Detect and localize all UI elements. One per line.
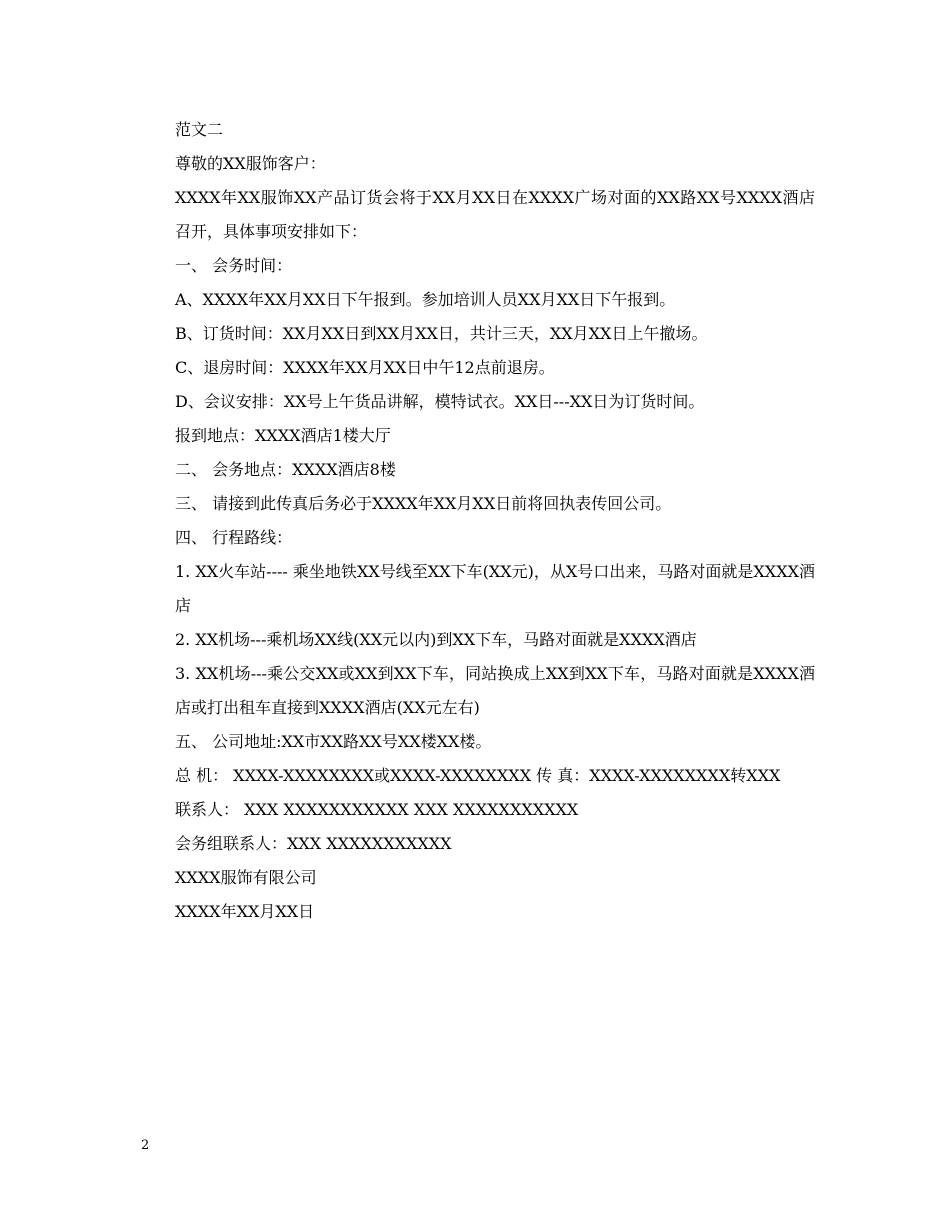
contact-person: 联系人： XXX XXXXXXXXXXX XXX XXXXXXXXXXX: [175, 800, 579, 819]
section-fax-reply: 三、 请接到此传真后务必于XXXX年XX月XX日前将回执表传回公司。: [175, 494, 672, 513]
route-airport-bus: 3. XX机场---乘公交XX或XX到XX下车，同站换成上XX到XX下车，马路对面就是XXXX酒店或打出租车直接到XXXX酒店(XX元左右): [175, 664, 815, 717]
phone-fax: 总 机： XXXX-XXXXXXXX或XXXX-XXXXXXXX 传 真：XXXX-XXXXXXXX转XXX: [175, 766, 781, 785]
meeting-contact: 会务组联系人：XXX XXXXXXXXXXX: [175, 834, 452, 853]
document-date: XXXX年XX月XX日: [175, 902, 315, 921]
item-checkout-time: C、退房时间：XXXX年XX月XX日中午12点前退房。: [175, 358, 555, 377]
section-meeting-location: 二、 会务地点：XXXX酒店8楼: [175, 460, 396, 479]
company-name: XXXX服饰有限公司: [175, 868, 317, 887]
salutation: 尊敬的XX服饰客户：: [175, 154, 326, 173]
section-travel-route: 四、 行程路线：: [175, 528, 293, 547]
intro-paragraph: XXXX年XX服饰XX产品订货会将于XX月XX日在XXXX广场对面的XX路XX号XXXX酒店召开，具体事项安排如下：: [175, 188, 815, 241]
section-meeting-time: 一、 会务时间：: [175, 256, 293, 275]
item-ordering-time: B、订货时间：XX月XX日到XX月XX日，共计三天，XX月XX日上午撤场。: [175, 324, 708, 343]
registration-location: 报到地点：XXXX酒店1楼大厅: [175, 426, 391, 445]
item-meeting-arrangement: D、会议安排：XX号上午货品讲解，模特试衣。XX日---XX日为订货时间。: [175, 392, 705, 411]
document-heading: 范文二: [175, 120, 224, 139]
company-address: 五、 公司地址:XX市XX路XX号XX楼XX楼。: [175, 732, 492, 751]
page-number: 2: [141, 1138, 150, 1153]
route-train-station: 1. XX火车站---- 乘坐地铁XX号线至XX下车(XX元)，从X号口出来，马路对面就是XXXX酒店: [175, 562, 815, 615]
document-body: [140, 113, 815, 929]
item-registration: A、XXXX年XX月XX日下午报到。参加培训人员XX月XX日下午报到。: [175, 290, 676, 309]
route-airport-shuttle: 2. XX机场---乘机场XX线(XX元以内)到XX下车，马路对面就是XXXX酒店: [175, 630, 697, 649]
